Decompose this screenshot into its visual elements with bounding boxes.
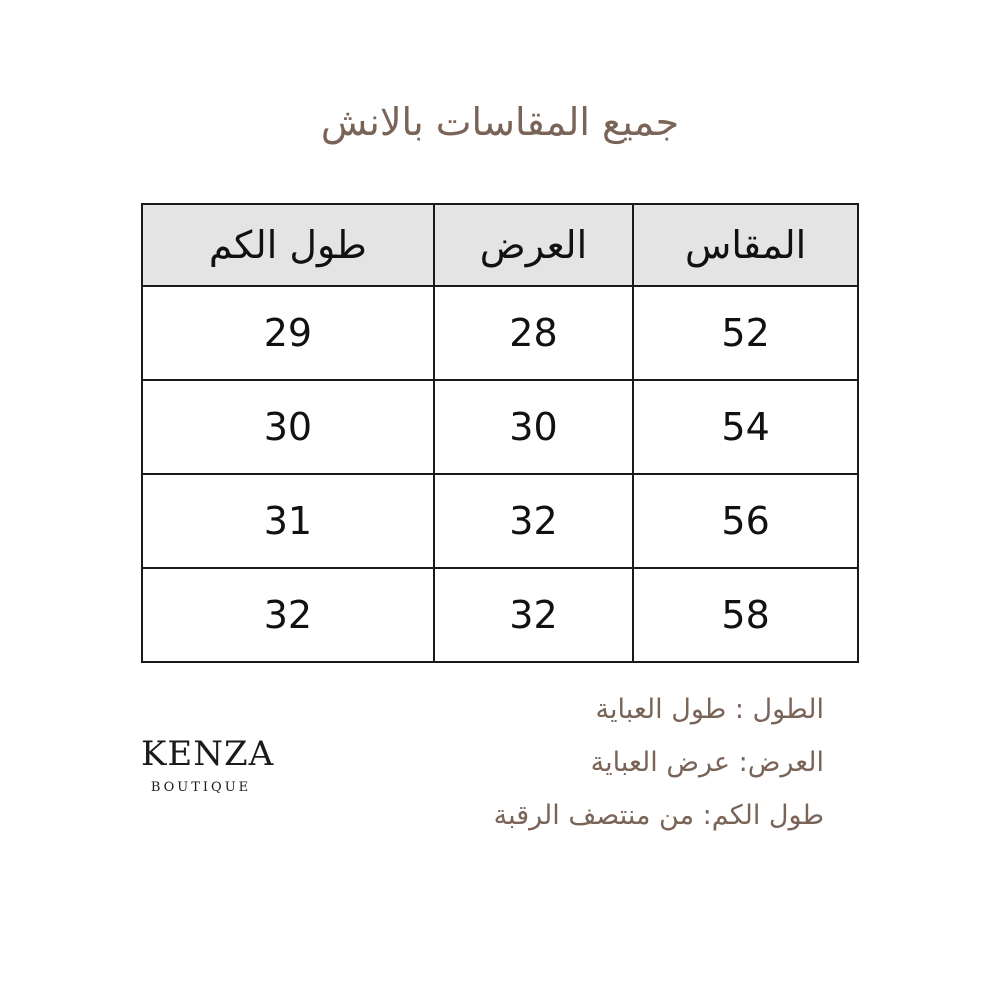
header-sleeve-length: طول الكم [142,204,434,286]
cell-sleeve-length: 32 [142,568,434,662]
logo-subtitle: BOUTIQUE [150,780,252,795]
table-row [142,568,858,662]
table-row [142,474,858,568]
table-row [142,286,858,380]
table-row [142,380,858,474]
header-size: المقاس [633,204,858,286]
cell-width: 32 [434,568,633,662]
cell-width: 28 [434,286,633,380]
cell-sleeve-length: 29 [142,286,434,380]
size-chart-table [141,203,859,663]
cell-size: 56 [633,474,858,568]
cell-size: 52 [633,286,858,380]
cell-size: 54 [633,380,858,474]
note-length: الطول : طول العباية [595,694,824,725]
logo-brand-name: KENZA [141,734,275,774]
note-sleeve: طول الكم: من منتصف الرقبة [493,800,824,831]
cell-sleeve-length: 30 [142,380,434,474]
cell-size: 58 [633,568,858,662]
page-title: جميع المقاسات بالانش [320,100,680,144]
table-header-row [142,204,858,286]
cell-width: 30 [434,380,633,474]
header-width: العرض [434,204,633,286]
cell-width: 32 [434,474,633,568]
note-width: العرض: عرض العباية [590,747,824,778]
brand-logo [141,732,275,795]
measurement-notes [494,690,824,849]
cell-sleeve-length: 31 [142,474,434,568]
